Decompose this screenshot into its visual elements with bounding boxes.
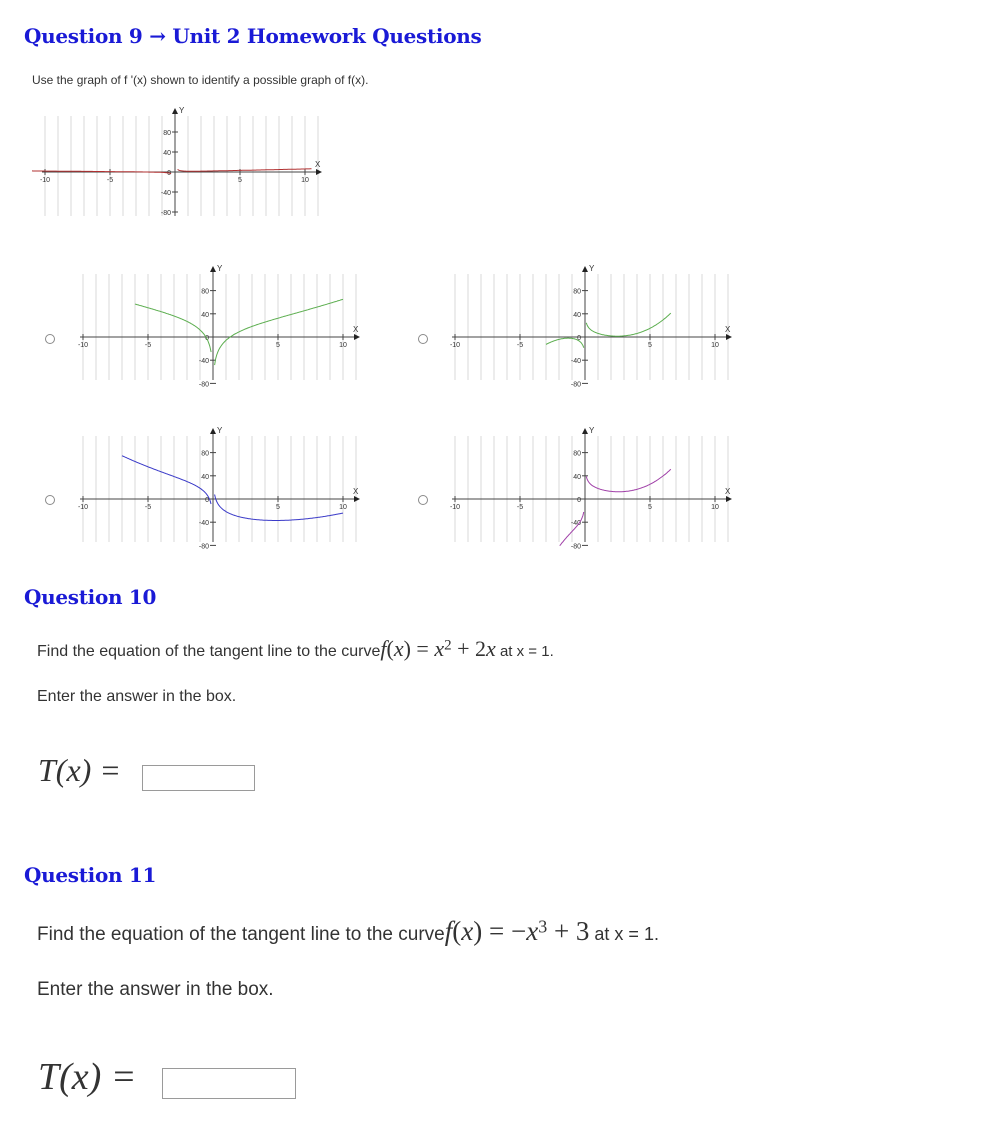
x-axis-label: X bbox=[315, 160, 321, 169]
x-axis-arrow bbox=[354, 496, 360, 502]
derivative-graph bbox=[40, 104, 330, 220]
q10-tx-label: T(x) = bbox=[38, 752, 121, 788]
question-10-heading: Question 10 bbox=[24, 585, 157, 609]
option-a-curve-right bbox=[215, 299, 343, 365]
y-axis-arrow bbox=[582, 428, 588, 434]
x-tick-label: -5 bbox=[516, 342, 524, 349]
y-axis-arrow bbox=[210, 428, 216, 434]
y-tick-label: -80 bbox=[570, 543, 581, 551]
x-tick-label: -10 bbox=[39, 177, 51, 184]
q11-tx-label: T(x) = bbox=[38, 1056, 137, 1098]
q10-fname: f bbox=[380, 636, 387, 661]
y-axis-label: Y bbox=[589, 426, 595, 435]
y-tick-label: 0 bbox=[577, 335, 581, 342]
y-tick-label: 40 bbox=[201, 311, 209, 319]
q10-xvar: x bbox=[393, 636, 404, 661]
q10-answer-input[interactable] bbox=[142, 765, 255, 791]
y-tick-label: -80 bbox=[198, 543, 209, 551]
y-axis-label: Y bbox=[217, 264, 223, 273]
q10-plus: + 2 bbox=[451, 636, 487, 661]
y-tick-label: 80 bbox=[573, 288, 581, 296]
question-11-heading: Question 11 bbox=[24, 863, 157, 887]
y-tick-label: 80 bbox=[573, 450, 581, 458]
x-tick-label: -10 bbox=[449, 342, 461, 349]
y-tick-label: -80 bbox=[570, 381, 581, 389]
y-tick-label: 40 bbox=[201, 473, 209, 481]
y-tick-label: 80 bbox=[201, 288, 209, 296]
x-tick-label: 5 bbox=[276, 504, 280, 511]
option-b-graph bbox=[450, 262, 740, 388]
option-b-radio[interactable] bbox=[418, 334, 428, 344]
q10-after: at x = 1. bbox=[495, 643, 554, 660]
derivative-curve-right bbox=[178, 169, 312, 171]
question-11-instruction: Enter the answer in the box. bbox=[37, 979, 274, 1000]
y-axis-label: Y bbox=[217, 426, 223, 435]
question-10-prompt: Find the equation of the tangent line to the curvef(x) = $x^2 + 2x$ at x = 1. bbox=[37, 636, 554, 661]
x-tick-label: 10 bbox=[711, 342, 719, 349]
q11-answer-input[interactable] bbox=[162, 1068, 296, 1099]
x-tick-label: 10 bbox=[339, 342, 347, 349]
q10-base: x bbox=[434, 636, 445, 661]
y-tick-label: -40 bbox=[160, 190, 171, 197]
x-tick-label: -10 bbox=[77, 342, 89, 349]
x-tick-label: -10 bbox=[449, 504, 461, 511]
option-d-graph bbox=[450, 424, 740, 550]
q11-plus: + 3 bbox=[547, 916, 590, 946]
x-tick-label: 10 bbox=[339, 504, 347, 511]
y-tick-label: 0 bbox=[167, 170, 171, 177]
x-tick-label: -5 bbox=[106, 177, 114, 184]
y-tick-label: -40 bbox=[570, 358, 581, 366]
y-tick-label: -40 bbox=[198, 520, 209, 528]
x-axis-arrow bbox=[726, 496, 732, 502]
q11-prompt-text: Find the equation of the tangent line to the curve bbox=[37, 924, 445, 945]
x-tick-label: -5 bbox=[144, 342, 152, 349]
q10-exp: 2 bbox=[444, 637, 452, 654]
q11-fname: f bbox=[444, 916, 453, 946]
y-tick-label: 40 bbox=[573, 473, 581, 481]
question-9-heading: Question 9 → Unit 2 Homework Questions bbox=[24, 24, 482, 48]
question-11-prompt: Find the equation of the tangent line to the curvef(x) = $-x^3 + 3$ at x = 1. bbox=[37, 916, 659, 946]
x-axis-arrow bbox=[354, 334, 360, 340]
question-10-instruction: Enter the answer in the box. bbox=[37, 688, 237, 705]
question-9-prompt: Use the graph of f '(x) shown to identify a possible graph of f(x). bbox=[32, 73, 369, 87]
y-axis-arrow bbox=[172, 108, 178, 114]
x-tick-label: 5 bbox=[648, 504, 652, 511]
x-tick-label: -5 bbox=[144, 504, 152, 511]
y-tick-label: -40 bbox=[570, 520, 581, 528]
y-tick-label: 0 bbox=[205, 497, 209, 504]
y-tick-label: 40 bbox=[573, 311, 581, 319]
x-axis-label: X bbox=[353, 325, 359, 334]
q10-equals: = bbox=[410, 636, 435, 661]
x-axis-arrow bbox=[726, 334, 732, 340]
q11-exp: 3 bbox=[538, 916, 548, 937]
y-axis-arrow bbox=[582, 266, 588, 272]
x-axis-label: X bbox=[725, 487, 731, 496]
q11-after: at x = 1. bbox=[589, 924, 659, 944]
x-tick-label: 5 bbox=[276, 342, 280, 349]
x-tick-label: 10 bbox=[711, 504, 719, 511]
x-tick-label: 10 bbox=[301, 177, 309, 184]
y-tick-label: -40 bbox=[198, 358, 209, 366]
x-tick-label: 5 bbox=[238, 177, 242, 184]
x-axis-arrow bbox=[316, 169, 322, 175]
y-tick-label: 0 bbox=[205, 335, 209, 342]
y-tick-label: 80 bbox=[201, 450, 209, 458]
y-tick-label: -80 bbox=[198, 381, 209, 389]
q11-xvar: x bbox=[461, 916, 474, 946]
y-tick-label: 80 bbox=[163, 130, 171, 137]
y-axis-label: Y bbox=[589, 264, 595, 273]
x-axis-label: X bbox=[725, 325, 731, 334]
option-d-curve-right bbox=[586, 469, 671, 492]
q11-base: x bbox=[526, 916, 539, 946]
y-tick-label: 0 bbox=[577, 497, 581, 504]
x-tick-label: -10 bbox=[77, 504, 89, 511]
y-axis-arrow bbox=[210, 266, 216, 272]
option-a-radio[interactable] bbox=[45, 334, 55, 344]
x-tick-label: 5 bbox=[648, 342, 652, 349]
option-a-graph bbox=[78, 262, 368, 388]
y-tick-label: 40 bbox=[163, 150, 171, 157]
option-b-curve-right bbox=[586, 313, 671, 336]
option-c-radio[interactable] bbox=[45, 495, 55, 505]
q10-xvar2: x bbox=[486, 636, 496, 661]
x-tick-label: -5 bbox=[516, 504, 524, 511]
q10-prompt-text: Find the equation of the tangent line to the curve bbox=[37, 643, 381, 660]
q11-equals: = bbox=[482, 916, 511, 946]
y-axis-label: Y bbox=[179, 106, 185, 115]
x-axis-label: X bbox=[353, 487, 359, 496]
option-c-graph bbox=[78, 424, 368, 550]
q11-neg: − bbox=[510, 916, 527, 946]
option-d-radio[interactable] bbox=[418, 495, 428, 505]
y-tick-label: -80 bbox=[160, 210, 171, 217]
